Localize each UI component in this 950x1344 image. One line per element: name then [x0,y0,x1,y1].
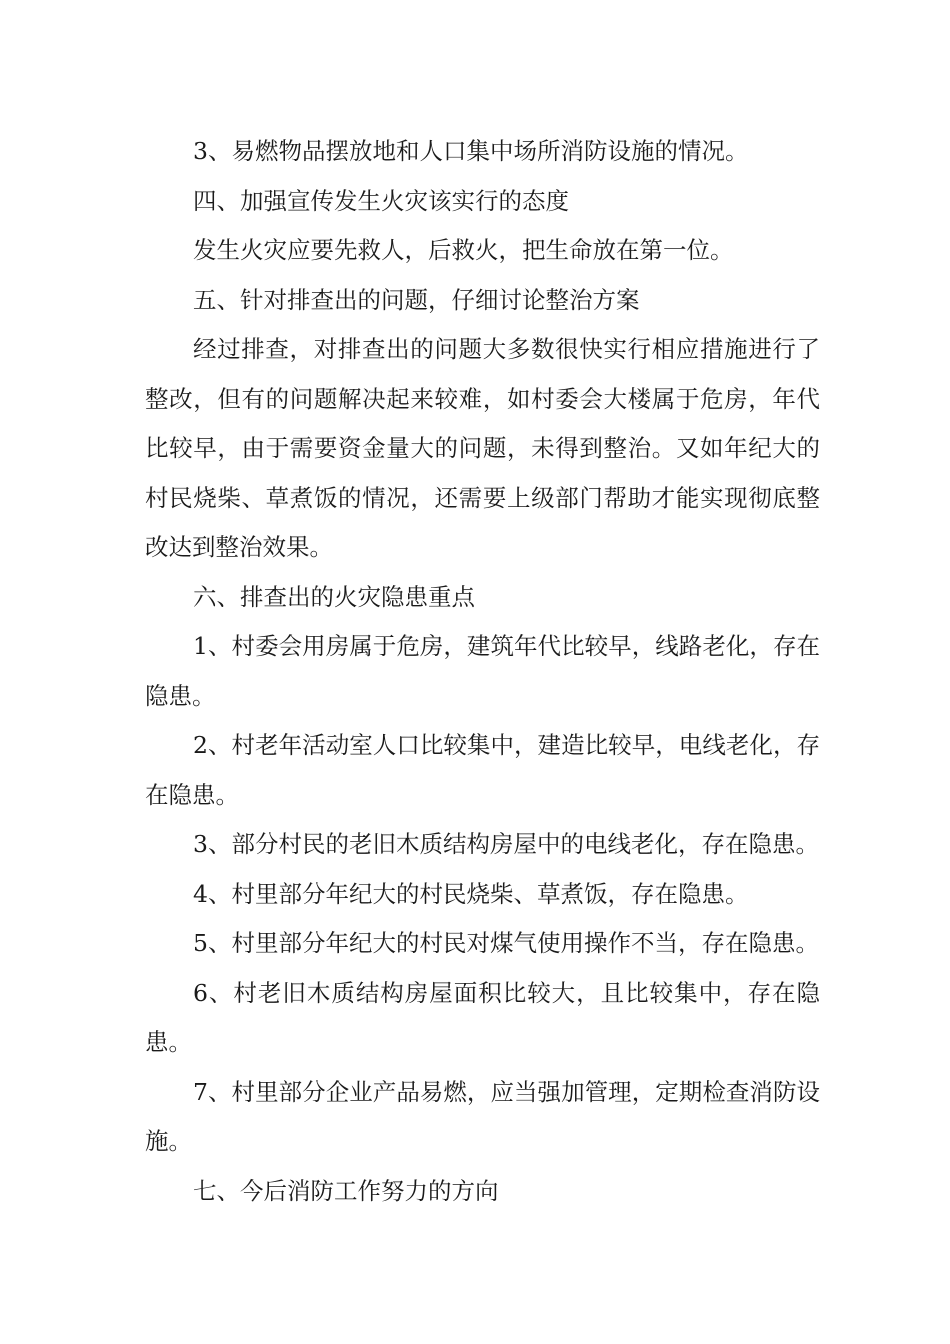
hazard-item-7: 7、村里部分企业产品易燃，应当强加管理，定期检查消防设施。 [145,1077,820,1155]
paragraph-rectification: 经过排查，对排查出的问题大多数很快实行相应措施进行了整改，但有的问题解决起来较难，如村委会大楼属于危房，年代比较早，由于需要资金量大的问题，未得到整治。又如年纪大的村民烧柴、草煮饭的情况，还需要上级部门帮助才能实现彻底整改达到整治效果。 [145,335,820,561]
paragraph-fire-attitude: 发生火灾应要先救人，后救火，把生命放在第一位。 [193,236,734,264]
section-heading-6: 六、排查出的火灾隐患重点 [193,582,475,611]
document-body [145,127,820,1216]
hazard-item-5: 5、村里部分年纪大的村民对煤气使用操作不当，存在隐患。 [193,929,819,957]
section-heading-4: 四、加强宣传发生火灾该实行的态度 [193,186,569,215]
paragraph-item-3-flammables: 3、易燃物品摆放地和人口集中场所消防设施的情况。 [193,137,749,165]
hazard-item-2: 2、村老年活动室人口比较集中，建造比较早，电线老化，存在隐患。 [145,731,820,809]
section-heading-7: 七、今后消防工作努力的方向 [193,1176,499,1205]
hazard-item-6: 6、村老旧木质结构房屋面积比较大，且比较集中，存在隐患。 [145,978,820,1056]
hazard-item-1: 1、村委会用房属于危房，建筑年代比较早，线路老化，存在隐患。 [145,632,820,710]
hazard-item-3: 3、部分村民的老旧木质结构房屋中的电线老化，存在隐患。 [193,830,819,858]
hazard-item-4: 4、村里部分年纪大的村民烧柴、草煮饭，存在隐患。 [193,879,749,908]
section-heading-5: 五、针对排查出的问题，仔细讨论整治方案 [193,285,640,314]
